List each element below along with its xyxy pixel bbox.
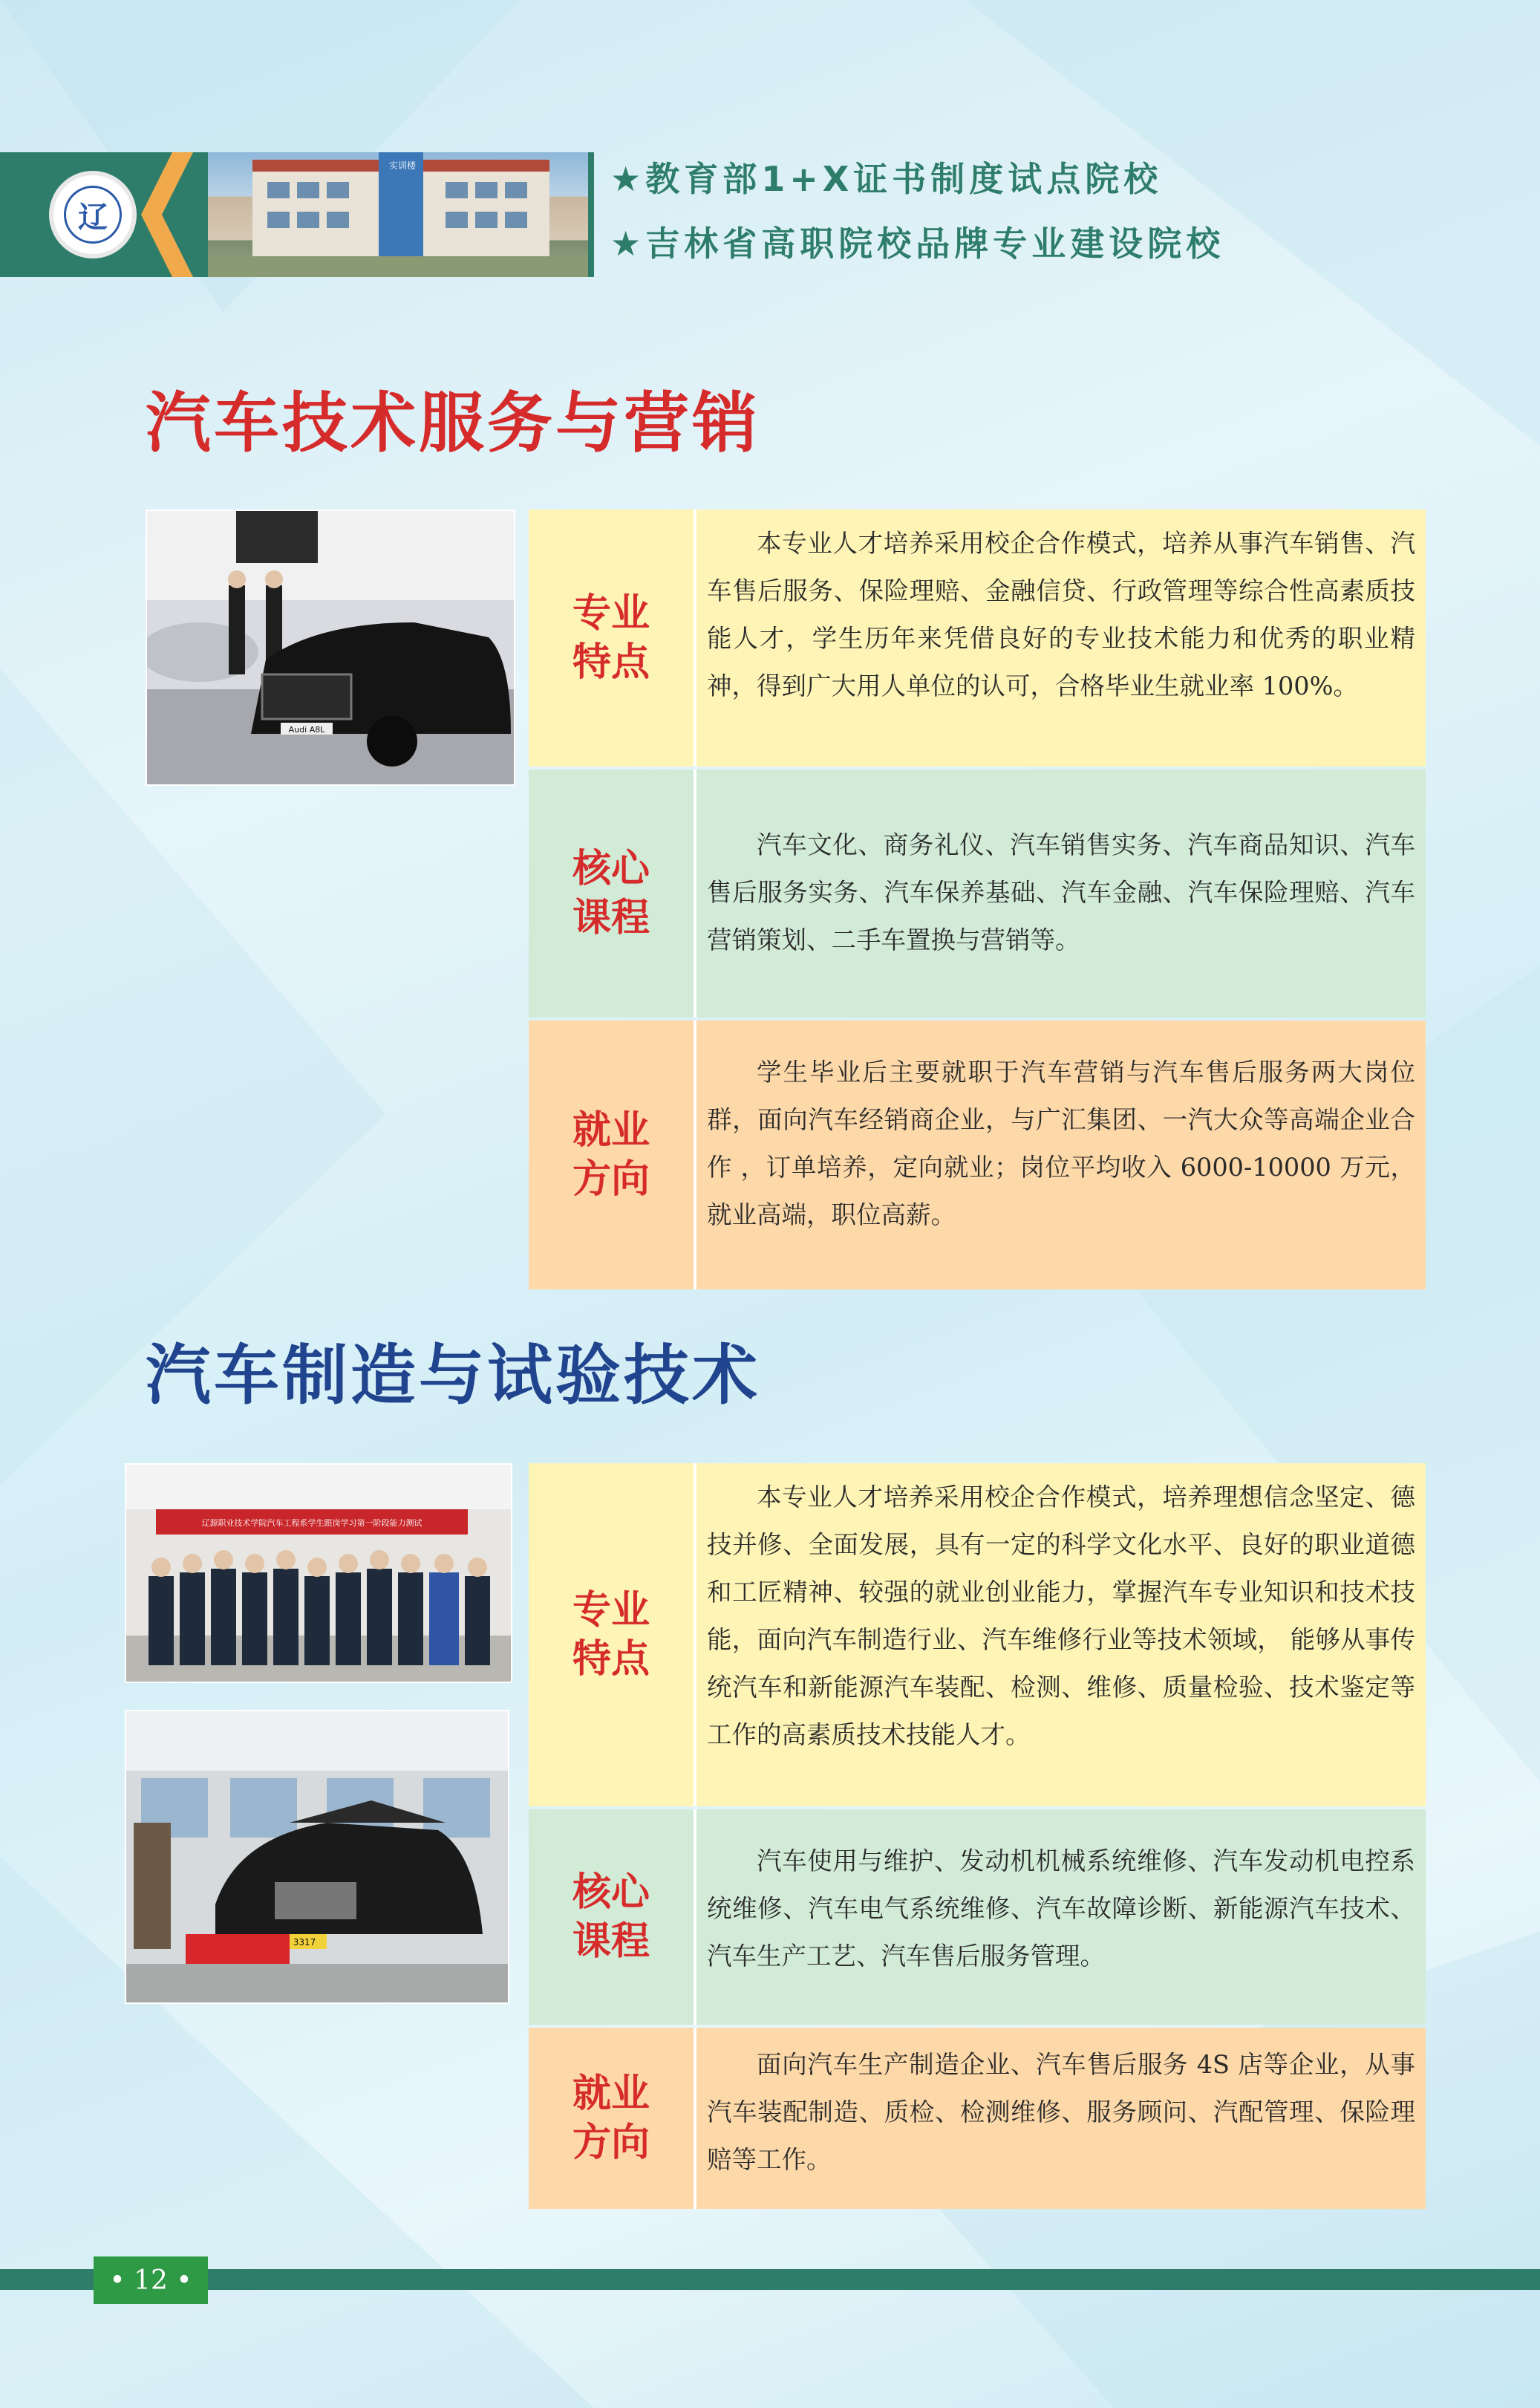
row-careers-1 [529, 1021, 1426, 1289]
logo-glyph: 辽 [78, 199, 108, 235]
group-banner-text: 辽源职业技术学院汽车工程系学生跟岗学习第一阶段能力测试 [201, 1518, 422, 1528]
page-number: • 12 • [94, 2256, 208, 2304]
row-text: 汽车使用与维护、发动机机械系统维修、汽车发动机电控系统维修、汽车电气系统维修、汽车故障诊断、新能源汽车技术、汽车生产工艺、汽车售后服务管理。 [707, 1846, 1415, 1971]
campus-building-photo [208, 152, 588, 277]
engine-plate-text: 3317 [293, 1937, 316, 1947]
row-label: 核心 课程 [572, 1870, 650, 1964]
row-text: 汽车文化、商务礼仪、汽车销售实务、汽车商品知识、汽车售后服务实务、汽车保养基础、汽车金融、汽车保险理赔、汽车营销策划、二手车置换与营销等。 [707, 830, 1415, 954]
row-label: 专业 特点 [572, 1588, 650, 1682]
row-label: 专业 特点 [572, 591, 650, 685]
section-title-manufacturing: 汽车制造与试验技术 [146, 1337, 761, 1413]
row-features-2 [529, 1463, 1426, 1806]
license-plate-text: Audi A8L [288, 725, 325, 735]
row-text: 本专业人才培养采用校企合作模式，培养从事汽车销售、汽车售后服务、保险理赔、金融信贷、行政管理等综合性高素质技能人才，学生历年来凭借良好的专业技术能力和优秀的职业精神，得到广大用人单位的认可，合格毕业生就业率 100%。 [707, 529, 1415, 700]
banner-sign-text: 实训楼 [388, 160, 417, 171]
tagline-1: ★教育部1+X证书制度试点院校 [610, 159, 1163, 199]
row-courses-1 [529, 769, 1426, 1018]
workshop-photo [125, 1710, 509, 2004]
section-title-marketing: 汽车技术服务与营销 [146, 385, 761, 461]
row-label: 就业 方向 [572, 1108, 650, 1202]
footer-band [0, 2269, 1540, 2290]
logo-emblem [64, 186, 122, 244]
row-courses-2 [529, 1809, 1426, 2025]
row-text: 面向汽车生产制造企业、汽车售后服务 4S 店等企业，从事汽车装配制造、质检、检测维修、服务顾问、汽配管理、保险理赔等工作。 [707, 2050, 1415, 2174]
row-label: 就业 方向 [572, 2072, 650, 2165]
row-label: 核心 课程 [572, 847, 650, 940]
showroom-photo [146, 510, 515, 786]
school-logo [49, 171, 137, 258]
row-text: 本专业人才培养采用校企合作模式，培养理想信念坚定、德技并修、全面发展，具有一定的科学文化水平、良好的职业道德和工匠精神、较强的就业创业能力，掌握汽车专业知识和技术技能，面向汽车制造行业、汽车维修行业等技术领域， 能够从事传统汽车和新能源汽车装配、检测、维修、质量检验、技术鉴定等工作的高素质技术技能人才。 [707, 1483, 1415, 1749]
row-careers-2 [529, 2028, 1426, 2209]
tagline-2: ★吉林省高职院校品牌专业建设院校 [610, 224, 1225, 264]
row-features-1 [529, 510, 1426, 767]
group-photo [125, 1463, 512, 1683]
row-text: 学生毕业后主要就职于汽车营销与汽车售后服务两大岗位群，面向汽车经销商企业，与广汇集团、一汽大众等高端企业合作 ，订单培养，定向就业；岗位平均收入 6000-10000 万元，就业高端，职位高薪。 [707, 1058, 1415, 1229]
